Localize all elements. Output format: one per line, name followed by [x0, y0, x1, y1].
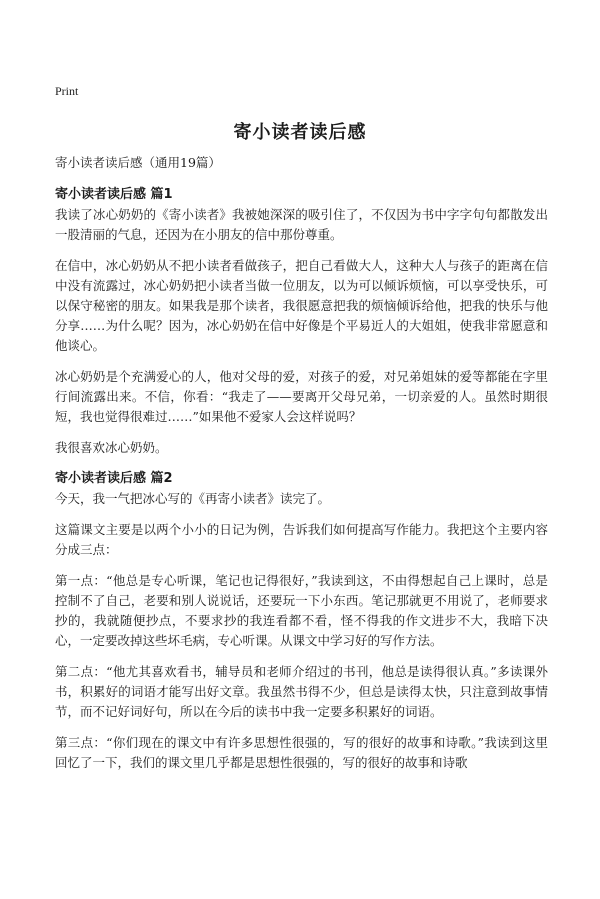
paragraph: 冰心奶奶是个充满爱心的人，他对父母的爱，对孩子的爱，对兄弟姐妹的爱等都能在字里行间流露出来。不信，你看：“我走了——要离开父母兄弟，一切亲爱的人。虽然时期很短，我也觉得很难过……”如果他不爱家人会这样说吗？ [55, 369, 548, 424]
section-2 [55, 469, 548, 773]
section-heading: 寄小读者读后感 篇2 [55, 471, 173, 486]
paragraph: 我很喜欢冰心奶奶。 [55, 440, 168, 455]
print-link[interactable]: Print [55, 84, 79, 98]
paragraph: 今天，我一气把冰心写的《再寄小读者》读完了。 [55, 491, 331, 506]
paragraph: 这篇课文主要是以两个小小的日记为例，告诉我们如何提高写作能力。我把这个主要内容分成三点： [55, 522, 548, 557]
section-heading: 寄小读者读后感 篇1 [55, 187, 173, 202]
paragraph: 我读了冰心奶奶的《寄小读者》我被她深深的吸引住了，不仅因为书中字字句句都散发出一股清丽的气息，还因为在小朋友的信中那份尊重。 [55, 207, 548, 242]
document-subtitle: 寄小读者读后感（通用19篇） [55, 155, 221, 170]
paragraph: 第三点：“你们现在的课文中有许多思想性很强的，写的很好的故事和诗歌。”我读到这里回忆了一下，我们的课文里几乎都是思想性很强的，写的很好的故事和诗歌 [55, 735, 548, 770]
paragraph: 第一点：“他总是专心听课，笔记也记得很好，”我读到这，不由得想起自己上课时，总是控制不了自己，老要和别人说说话，还要玩一下小东西。笔记那就更不用说了，老师要求抄的，我就随便抄点，不要求抄的我连看都不看，怪不得我的作文进步不大，我暗下决心，一定要改掉这些坏毛病，专心听课。从课文中学习好的写作方法。 [55, 573, 548, 648]
paragraph: 在信中，冰心奶奶从不把小读者看做孩子，把自己看做大人，这种大人与孩子的距离在信中没有流露过，冰心奶奶把小读者当做一位朋友，以为可以倾诉烦恼，可以享受快乐，可以保守秘密的朋友。如果我是那个读者，我很愿意把我的烦恼倾诉给他，把我的快乐与他分享……为什么呢？因为，冰心奶奶在信中好像是个平易近人的大姐姐，使我非常愿意和他谈心。 [55, 258, 548, 353]
document-body [55, 153, 548, 784]
document-title: 寄小读者读后感 [233, 122, 367, 143]
section-1 [55, 185, 548, 458]
paragraph: 第二点：“他尤其喜欢看书，辅导员和老师介绍过的书刊，他总是读得很认真。”多读课外书，积累好的词语才能写出好文章。我虽然书得不少，但总是读得太快，只注意到故事情节，而不记好词好句，所以在今后的读书中我一定要多积累好的词语。 [55, 664, 548, 719]
